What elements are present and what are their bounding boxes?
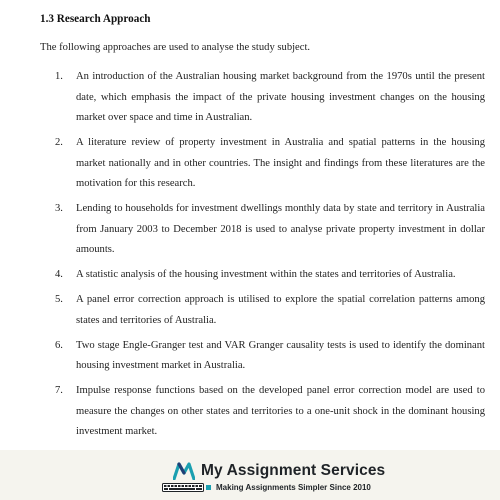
section-heading: 1.3 Research Approach — [40, 13, 151, 25]
list-item-number: 7. — [55, 385, 63, 396]
approach-list — [55, 67, 485, 447]
tagline-row — [162, 481, 371, 493]
list-item-number: 2. — [55, 137, 63, 148]
footer-banner — [0, 450, 500, 500]
brand-name: My Assignment Services — [201, 462, 386, 479]
list-item-text: A panel error correction approach is utilised to explore the spatial correlation patterns among states and territories of Australia. — [76, 294, 485, 326]
list-item — [55, 290, 485, 331]
list-item-text: Two stage Engle-Granger test and VAR Granger causality tests is used to identify the dominant housing investment market in Australia. — [76, 339, 485, 371]
list-item — [55, 265, 485, 286]
list-item-number: 1. — [55, 71, 63, 82]
list-item-text: A statistic analysis of the housing investment within the states and territories of Australia. — [76, 269, 456, 280]
list-item-text: A literature review of property investment in Australia and spatial patterns in the housing market nationally and in other countries. The insight and findings from these literatures are the motivation for this research. — [76, 137, 485, 189]
list-item-text: An introduction of the Australian housing market background from the 1970s until the present date, which emphasis the impact of the private housing investment changes on the housing market over space and time in Australian. — [76, 71, 485, 123]
list-item — [55, 336, 485, 377]
keyboard-icon — [162, 483, 204, 492]
list-item — [55, 133, 485, 195]
list-item — [55, 199, 485, 261]
list-item-number: 4. — [55, 269, 63, 280]
list-item-number: 3. — [55, 203, 63, 214]
m-logo-icon — [173, 462, 195, 480]
list-item — [55, 67, 485, 129]
list-item-text: Lending to households for investment dwellings monthly data by state and territory in Australia from January 2003 to December 2018 is used to analyse private property investment in dollar amounts. — [76, 203, 485, 255]
list-item-text: Impulse response functions based on the developed panel error correction model are used to measure the changes on other states and territories to a one-unit shock in the dominant housing investment market. — [76, 385, 485, 437]
tagline: Making Assignments Simpler Since 2010 — [216, 482, 371, 492]
intro-paragraph: The following approaches are used to analyse the study subject. — [40, 42, 311, 53]
list-item-number: 5. — [55, 294, 63, 305]
accent-dot-icon — [206, 485, 211, 490]
brand-logo-row — [173, 460, 385, 482]
list-item-number: 6. — [55, 339, 63, 351]
list-item — [55, 381, 485, 443]
